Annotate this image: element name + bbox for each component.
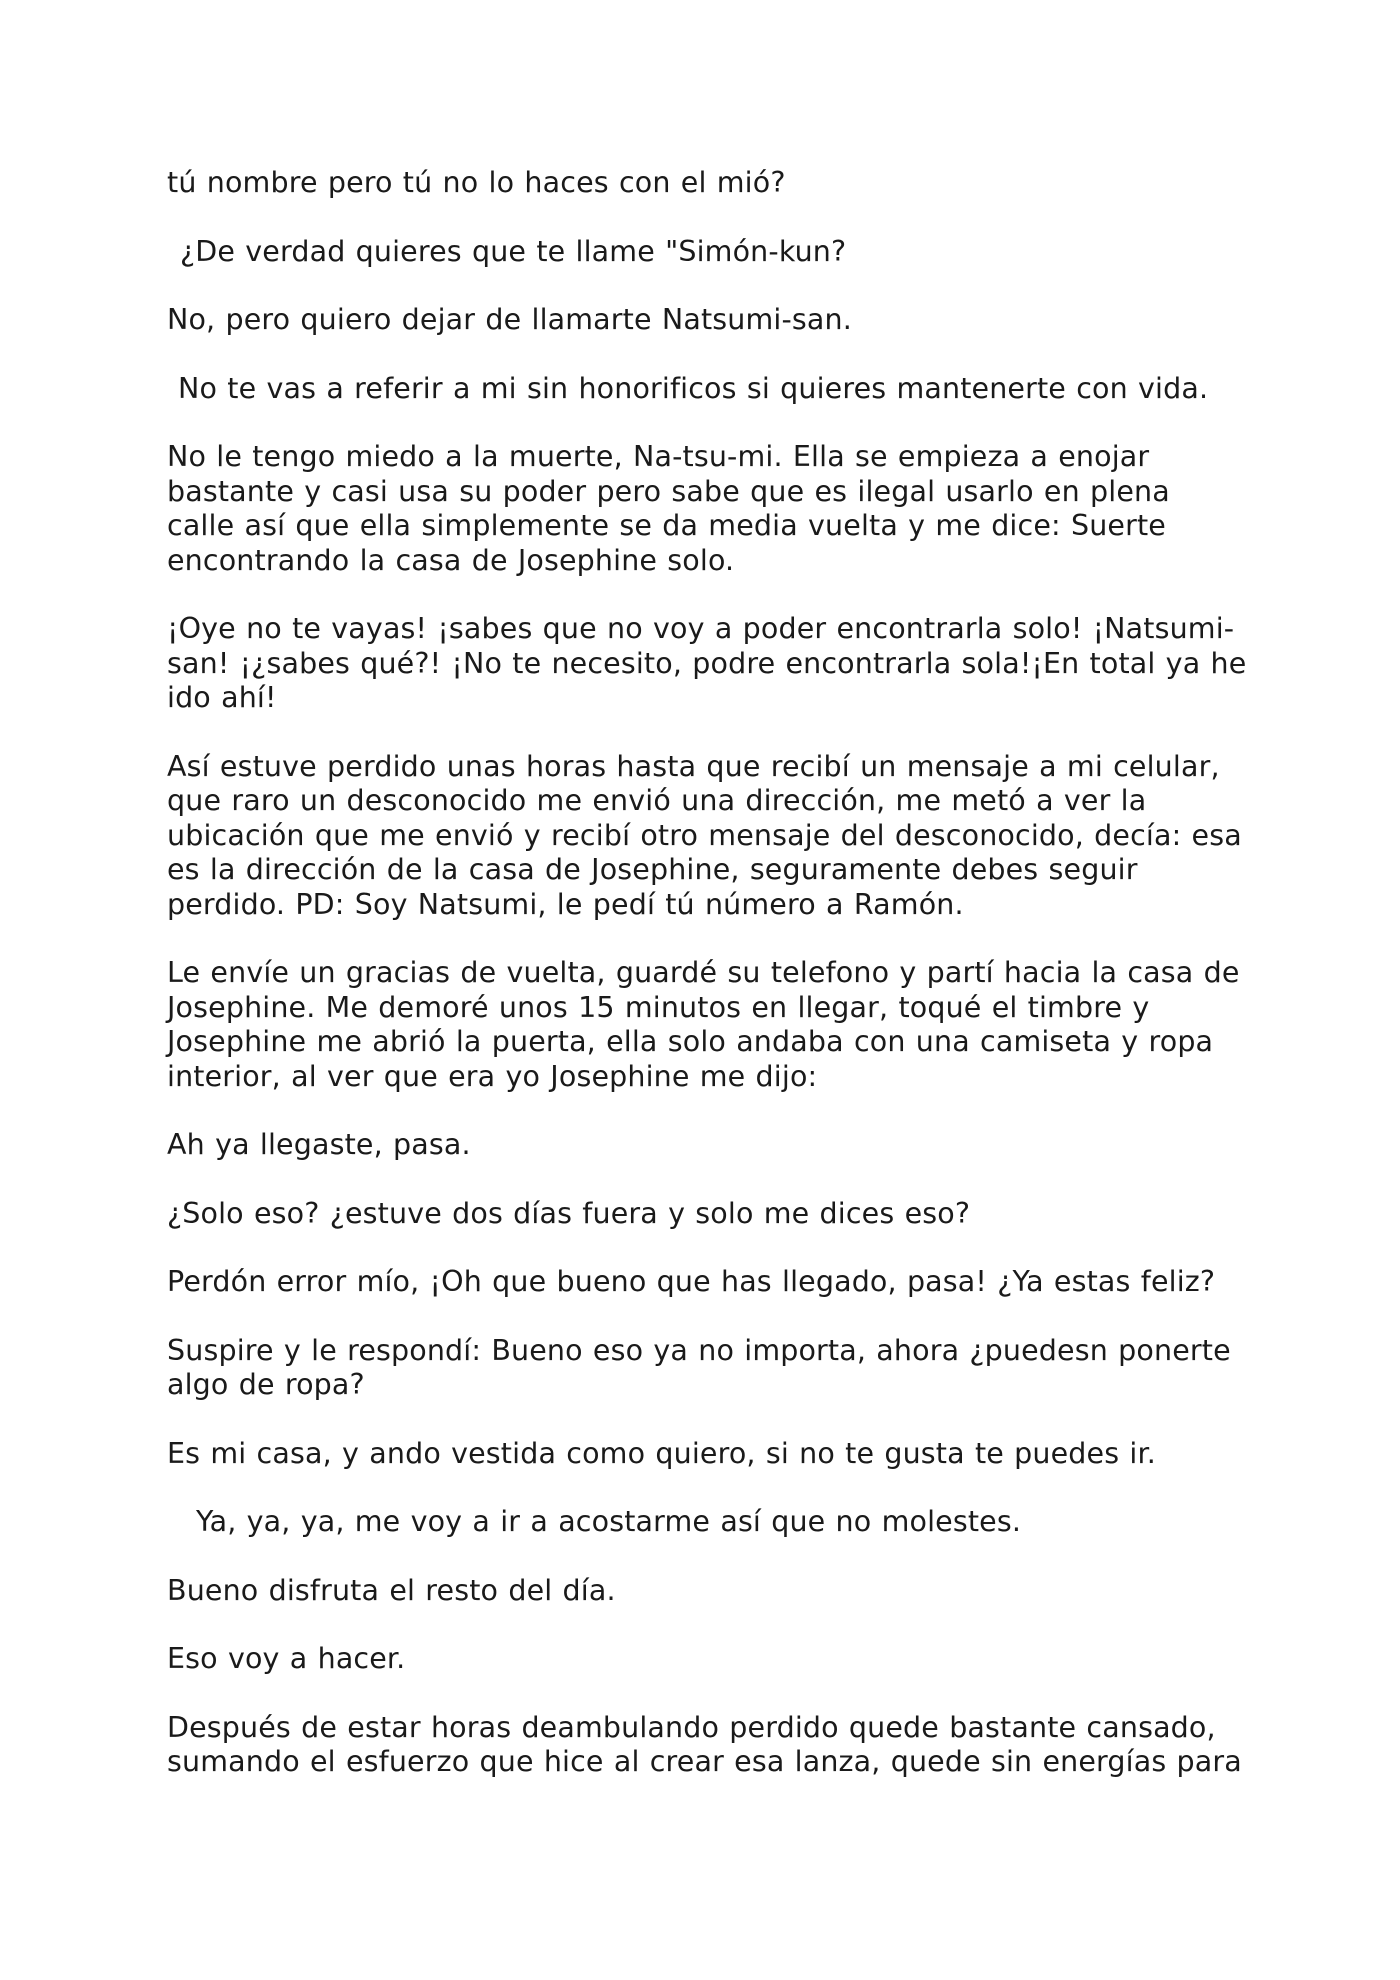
paragraph-8: Le envíe un gracias de vuelta, guardé su telefono y partí hacia la casa de Josephine. Me demoré unos 15 minutos en llegar, toqué el timbre y Josephine me abrió la puerta, ella solo andaba con una camiseta y ropa interior, al ver que era yo Josephine me dijo: bbox=[167, 956, 1240, 1093]
paragraph-10: ¿Solo eso? ¿estuve dos días fuera y solo me dices eso? bbox=[167, 1196, 971, 1230]
paragraph-15: Bueno disfruta el resto del día. bbox=[167, 1573, 616, 1607]
paragraph-16: Eso voy a hacer. bbox=[167, 1642, 406, 1675]
paragraph-11: Perdón error mío, ¡Oh que bueno que has llegado, pasa! ¿Ya estas feliz? bbox=[167, 1265, 1216, 1298]
paragraph-3: No, pero quiero dejar de llamarte Natsumi-san. bbox=[167, 303, 852, 336]
paragraph-5: No le tengo miedo a la muerte, Na-tsu-mi. Ella se empieza a enojar bastante y casi usa su poder pero sabe que es ilegal usarlo en plena calle así que ella simplemente se da media vuelta y me dice: Suerte encontrando la casa de Josephine solo. bbox=[167, 440, 1170, 577]
paragraph-9: Ah ya llegaste, pasa. bbox=[167, 1128, 471, 1161]
paragraph-2: ¿De verdad quieres que te llame "Simón-kun? bbox=[180, 234, 847, 268]
paragraph-1: tú nombre pero tú no lo haces con el mió? bbox=[167, 166, 786, 199]
paragraph-17: Después de estar horas deambulando perdido quede bastante cansado, sumando el esfuerzo que hice al crear esa lanza, quede sin energías para bbox=[167, 1710, 1242, 1778]
paragraph-6: ¡Oye no te vayas! ¡sabes que no voy a poder encontrarla solo! ¡Natsumi-san! ¡¿sabes qué?! ¡No te necesito, podre encontrarla sola!¡En total ya he ido ahí! bbox=[167, 612, 1247, 714]
paragraph-14: Ya, ya, ya, me voy a ir a acostarme así que no molestes. bbox=[196, 1505, 1022, 1538]
paragraph-12: Suspire y le respondí: Bueno eso ya no importa, ahora ¿puedesn ponerte algo de ropa? bbox=[167, 1333, 1231, 1401]
paragraph-7: Así estuve perdido unas horas hasta que recibí un mensaje a mi celular, que raro un desconocido me envió una dirección, me metó a ver la ubicación que me envió y recibí otro mensaje del desconocido, decía: esa es la dirección de la casa de Josephine, seguramente debes seguir perdido. PD: Soy Natsumi, le pedí tú número a Ramón. bbox=[167, 749, 1242, 921]
document-body bbox=[167, 166, 1247, 1814]
paragraph-13: Es mi casa, y ando vestida como quiero, si no te gusta te puedes ir. bbox=[167, 1436, 1156, 1470]
paragraph-4: No te vas a referir a mi sin honorificos si quieres mantenerte con vida. bbox=[178, 371, 1209, 405]
